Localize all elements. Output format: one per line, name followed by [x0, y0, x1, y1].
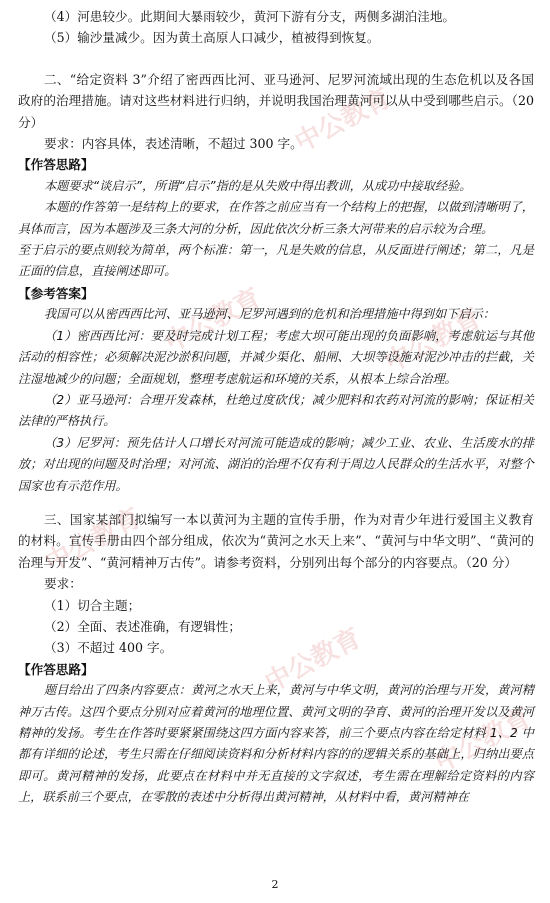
question-2: 二、“给定资料 3”介绍了密西西比河、亚马逊河、尼罗河流域出现的生态危机以及各国政府的治理措施。请对这些材料进行归纳，并说明我国治理黄河可以从中受到哪些启示。（20 分） — [18, 71, 534, 130]
text-line: （4）河患较少。此期间大暴雨较少，黄河下游有分支，两侧多湖泊洼地。 — [44, 9, 456, 24]
watermark: 中公教育 — [160, 283, 267, 359]
document-page — [18, 6, 537, 809]
requirement-item: （2）全面、表述准确，有逻辑性； — [44, 618, 241, 634]
thinking-paragraph: 本题的作答第一是结构上的要求，在作答之前应当有一个结构上的把握，以做到清晰明了，具体而言，因为本题涉及三条大河的分析，因此依次分析三条大河带来的启示较为合理。 — [18, 200, 534, 236]
page-number: 2 — [271, 878, 279, 891]
answer-heading: 【参考答案】 — [18, 285, 94, 301]
watermark: 中公教育 — [40, 503, 147, 579]
thinking-paragraph: 题目给出了四条内容要点：黄河之水天上来，黄河与中华文明，黄河的治理与开发，黄河精神万古传。这四个要点分别对应着黄河的地理位置、黄河文明的孕育、黄河的治理开发以及黄河精神的发扬。考生在作答时要紧紧围绕这四方面内容来答，前三个要点内容在给定材料 1、2 中都有详细的论述，考生只需在仔细阅读资料和分析材料内容的的逻辑关系的基础上，归纳出要点即可。黄河精神的发扬，此要点在材料中并无直接的文字叙述，考生需在理解给定资料的内容上，联系前三个要点，在零散的表述中分析得出黄河精神，从材料中看，黄河精神在 — [18, 683, 534, 805]
text-line: （5）输沙量减少。因为黄土高原人口减少，植被得到恢复。 — [44, 30, 380, 46]
watermark: 中公教育 — [260, 623, 367, 699]
thinking-paragraph: 本题要求“谈启示”，所谓“启示”指的是从失败中得出教训，从成功中接取经验。 — [44, 178, 472, 193]
thinking-paragraph: 至于启示的要点则较为简单，两个标准：第一，凡是失败的信息，从反面进行阐述；第二，凡是正面的信息，直接阐述即可。 — [18, 243, 534, 279]
requirement-item: （1）切合主题； — [44, 597, 141, 613]
answer-item: （1）密西西比河：要及时完成计划工程；考虑大坝可能出现的负面影响，考虑航运与其他活动的相容性；必须解决泥沙淤积问题，并减少渠化、船闸、大坝等设施对泥沙冲击的拦截，关注湿地减少的问题；全面规划，整理考虑航运和环境的关系，从根本上综合治理。 — [18, 328, 534, 386]
question-2-requirement: 要求：内容具体，表述清晰，不超过 300 字。 — [44, 136, 303, 152]
thinking-heading: 【作答思路】 — [18, 157, 94, 173]
answer-item: （3）尼罗河：预先估计人口增长对河流可能造成的影响；减少工业、农业、生活废水的排放；对出现的问题及时治理；对河流、湖泊的治理不仅有利于周边人民群众的生活水平，对整个国家也有示范作用。 — [18, 435, 534, 493]
watermark: 中公教育 — [430, 703, 537, 779]
thinking-heading: 【作答思路】 — [18, 661, 94, 677]
question-3-requirement-title: 要求： — [44, 576, 82, 592]
question-3: 三、国家某部门拟编写一本以黄河为主题的宣传手册，作为对青少年进行爱国主义教育的材料。宣传手册由四个部分组成，依次为“黄河之水天上来”、“黄河与中华文明”、“黄河的治理与开发”、“黄河精神万古传”。请参考资料，分别列出每个部分的内容要点。（20 分） — [18, 511, 534, 570]
spacer — [18, 49, 534, 69]
spacer — [18, 497, 534, 509]
answer-item: （2）亚马逊河：合理开发森林，杜绝过度砍伐；减少肥料和农药对河流的影响；保证相关法律的严格执行。 — [18, 392, 534, 429]
answer-intro: 我国可以从密西西比河、亚马逊河、尼罗河遇到的危机和治理措施中得到如下启示： — [44, 307, 495, 322]
watermark: 中公教育 — [380, 303, 487, 379]
requirement-item: （3）不超过 400 字。 — [44, 640, 173, 656]
watermark: 中公教育 — [290, 83, 397, 159]
